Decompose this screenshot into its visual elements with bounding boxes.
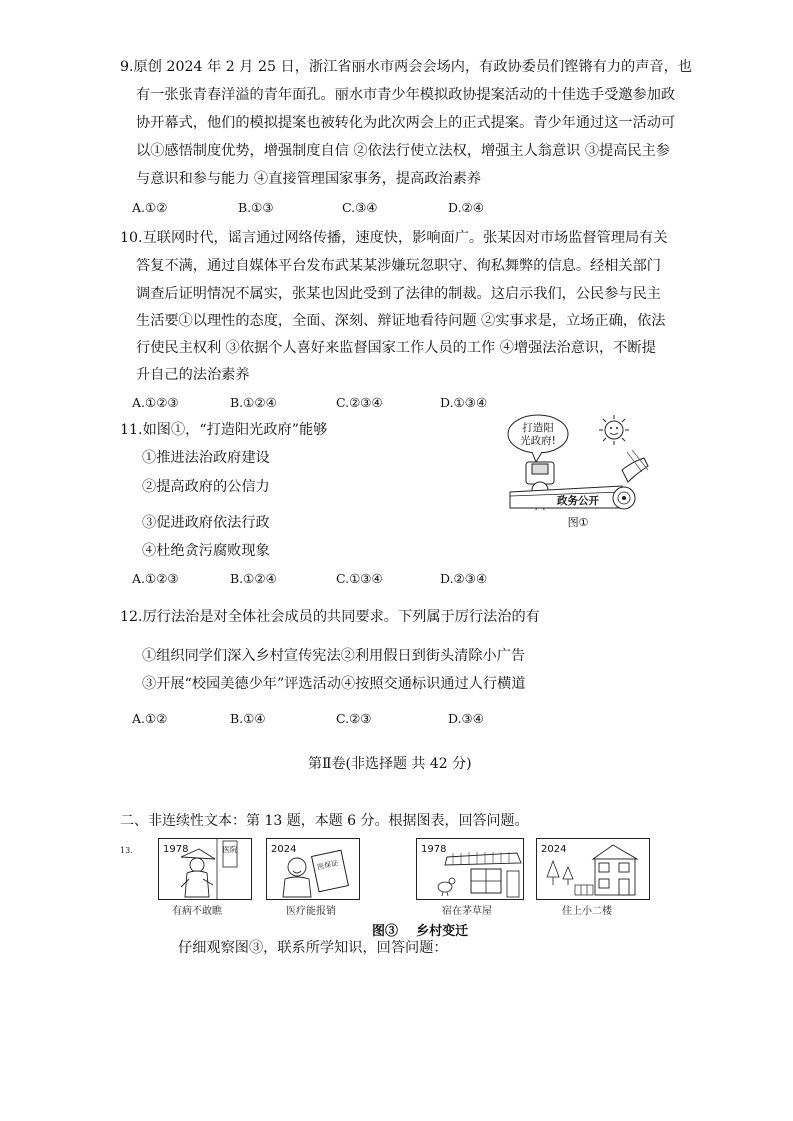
panel-1-caption: 有病不敢瞧 [172, 906, 222, 917]
q9-option-a: A.①② [132, 200, 168, 215]
q9-line-1: 9.原创 2024 年 2 月 25 日，浙江省丽水市两会会场内，有政协委员们铿锵有力的声音，也 [120, 59, 692, 75]
figure-1-cartoon [502, 412, 652, 534]
q10-line-2: 答复不满，通过自媒体平台发布武某某涉嫌玩忽职守、徇私舞弊的信息。经相关部门 [136, 258, 661, 274]
speech-bubble [508, 415, 568, 462]
panel-2024-insurance [266, 838, 360, 900]
q12-option-b: B.①④ [230, 711, 266, 726]
q12-option-a: A.①② [132, 711, 168, 726]
q10-option-a: A.①②③ [132, 395, 179, 410]
q12-option-d: D.③④ [448, 711, 484, 726]
sun-icon [599, 415, 629, 445]
panel-1978-thatched-hut [416, 838, 524, 900]
q11-option-b: B.①②④ [230, 571, 277, 586]
q11-option-a: A.①②③ [132, 571, 179, 586]
figure-1-caption: 图① [567, 516, 589, 529]
figure-3-title: 图③ 乡村变迁 [372, 924, 469, 939]
q9-option-b: B.①③ [238, 200, 274, 215]
elder-figure [283, 858, 311, 897]
section-2-heading: 二、非连续性文本：第 13 题，本题 6 分。根据图表，回答问题。 [120, 813, 529, 829]
bubble-line-1: 打造阳 [522, 422, 554, 434]
q10-line-1: 10.互联网时代，谣言通过网络传播，速度快，影响面广。张某因对市场监督管理局有关 [120, 230, 668, 246]
scroll-label: 政务公开 [557, 495, 599, 507]
panel-2-year: 2024 [271, 844, 297, 855]
q11-stem: 11.如图①，“打造阳光政府”能够 [120, 422, 328, 438]
panel-4-year: 2024 [541, 844, 567, 855]
bubble-line-2: 光政府! [520, 435, 556, 447]
panel-1-sign: 医院 [222, 845, 238, 854]
q12-line-2: ③开展“校园美德少年”评选活动④按照交通标识通过人行横道 [142, 676, 526, 692]
panel-3-year: 1978 [421, 844, 447, 855]
q10-option-d: D.①③④ [440, 395, 488, 410]
q10-option-c: C.②③④ [336, 395, 383, 410]
q10-line-4: 生活要①以理性的态度，全面、深刻、辩证地看待问题 ②实事求是，立场正确，依法 [136, 313, 666, 329]
q9-option-c: C.③④ [342, 200, 378, 215]
q9-option-d: D.②④ [448, 200, 484, 215]
house-icon [593, 845, 637, 895]
panel-2024-two-storey-house [536, 838, 650, 900]
q12-line-1: ①组织同学们深入乡村宣传宪法②利用假日到街头清除小广告 [142, 648, 526, 664]
panel-3-caption: 宿在茅草屋 [442, 906, 492, 917]
q11-item-1: ①推进法治政府建设 [142, 450, 270, 466]
q11-item-4: ④杜绝贪污腐败现象 [142, 543, 270, 559]
q11-item-2: ②提高政府的公信力 [142, 479, 270, 495]
q9-line-4: 以①感悟制度优势，增强制度自信 ②依法行使立法权，增强主人翁意识 ③提高民主参 [136, 143, 670, 159]
panel-4-caption: 住上小二楼 [562, 906, 612, 917]
hand-icon [622, 458, 648, 482]
q10-option-b: B.①②④ [230, 395, 277, 410]
q11-option-c: C.①③④ [336, 571, 383, 586]
q11-option-d: D.②③④ [440, 571, 488, 586]
part-2-title: 第Ⅱ卷(非选择题 共 42 分) [308, 756, 472, 772]
q12-option-c: C.②③ [336, 711, 372, 726]
farmer-figure [181, 849, 215, 897]
panel-1-year: 1978 [163, 844, 189, 855]
chicken-icon [438, 878, 455, 896]
q9-line-5: 与意识和参与能力 ④直接管理国家事务，提高政治素养 [136, 171, 482, 187]
q11-item-3: ③促进政府依法行政 [142, 515, 270, 531]
q9-line-3: 协开幕式，他们的模拟提案也被转化为此次两会上的正式提案。青少年通过这一活动可 [136, 115, 676, 131]
q10-line-5: 行使民主权利 ③依据个人喜好来监督国家工作人员的工作 ④增强法治意识，不断提 [136, 340, 656, 356]
panel-2-caption: 医疗能报销 [286, 906, 336, 917]
scroll-icon [510, 486, 635, 509]
q13-prompt: 仔细观察图③，联系所学知识，回答问题： [178, 940, 448, 956]
q10-line-3: 调查后证明情况不属实，张某也因此受到了法律的制裁。这启示我们，公民参与民主 [136, 286, 661, 302]
q9-line-2: 有一张张青春洋溢的青年面孔。丽水市青少年模拟政协提案活动的十佳选手受邀参加政 [136, 87, 676, 103]
q12-stem: 12.厉行法治是对全体社会成员的共同要求。下列属于厉行法治的有 [120, 609, 540, 625]
q13-number: 13. [120, 846, 133, 855]
panel-1978-hospital [158, 838, 252, 900]
tree-icon [547, 861, 573, 885]
panel-2-sign: 医保证 [316, 859, 339, 872]
q10-line-6: 升自己的法治素养 [136, 367, 250, 383]
